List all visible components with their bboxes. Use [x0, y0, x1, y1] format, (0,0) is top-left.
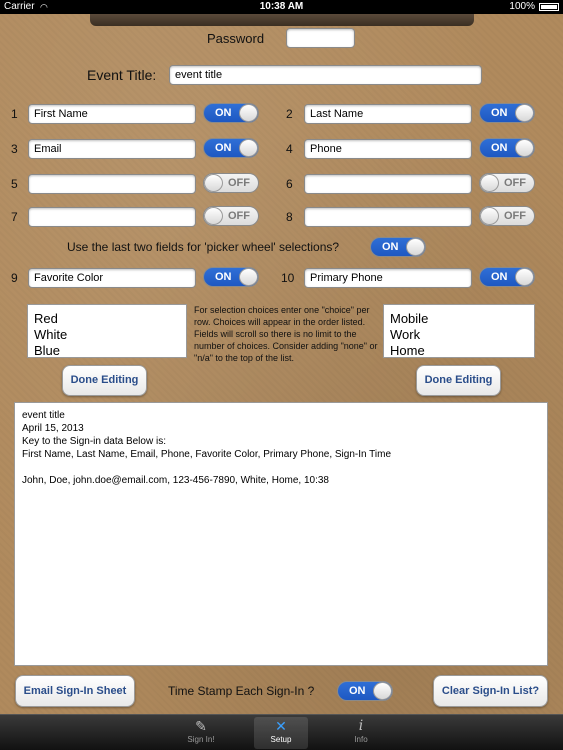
toggle-knob	[239, 139, 258, 157]
password-label: Password	[207, 31, 265, 46]
clipboard-clip	[90, 14, 474, 26]
field-input-7[interactable]	[28, 207, 196, 227]
toggle-knob	[373, 682, 392, 700]
output-line: April 15, 2013	[22, 423, 84, 434]
status-bar	[0, 0, 563, 14]
field-toggle-1[interactable]	[203, 103, 259, 123]
sign-in-data-textarea[interactable]	[14, 402, 548, 666]
field-input-1[interactable]: First Name	[28, 104, 196, 124]
toggle-knob	[406, 238, 425, 256]
event-title-input[interactable]: event title	[169, 65, 482, 85]
toggle-knob	[515, 104, 534, 122]
selection-help-text: For selection choices enter one "choice" per row. Choices will appear in the order listed. Fields will scroll so there is no limit to the number of choices. Consider adding "none" or "n/a" to the top of the list.	[194, 305, 378, 363]
tab-setup[interactable]	[254, 717, 308, 749]
field-toggle-2[interactable]	[479, 103, 535, 123]
list-item: Home	[390, 343, 425, 358]
toggle-text: ON	[349, 685, 366, 697]
picker-wheel-label: Use the last two fields for 'picker wheel' selections?	[67, 240, 340, 254]
field-input-6[interactable]	[304, 174, 472, 194]
done-editing-left-button[interactable]: Done Editing	[62, 365, 147, 396]
field-input-2[interactable]: Last Name	[304, 104, 472, 124]
field-number-6: 6	[286, 177, 293, 191]
toggle-knob	[239, 268, 258, 286]
output-line: John, Doe, john.doe@email.com, 123-456-7890, White, Home, 10:38	[22, 475, 329, 486]
tools-icon: ✕	[275, 718, 287, 734]
tab-label: Info	[354, 735, 368, 744]
toggle-text: OFF	[504, 210, 526, 222]
password-input[interactable]	[286, 28, 355, 48]
toggle-text: ON	[491, 271, 508, 283]
done-editing-right-button[interactable]: Done Editing	[416, 365, 501, 396]
list-item: Work	[390, 327, 421, 342]
toggle-text: ON	[382, 241, 399, 253]
info-icon: i	[358, 718, 364, 734]
tab-label: Setup	[270, 735, 292, 744]
field-number-5: 5	[11, 177, 18, 191]
list-item: Mobile	[390, 311, 429, 326]
field-toggle-10[interactable]	[479, 267, 535, 287]
battery-percent: 100%	[509, 1, 535, 12]
picker-wheel-toggle[interactable]	[370, 237, 426, 257]
field-input-5[interactable]	[28, 174, 196, 194]
battery-icon	[539, 3, 559, 11]
toggle-knob	[204, 174, 223, 192]
output-line: First Name, Last Name, Email, Phone, Favorite Color, Primary Phone, Sign-In Time	[22, 449, 392, 460]
field-number-2: 2	[286, 107, 293, 121]
field-toggle-7[interactable]	[203, 206, 259, 226]
toggle-text: ON	[491, 142, 508, 154]
field-toggle-8[interactable]	[479, 206, 535, 226]
field-toggle-5[interactable]	[203, 173, 259, 193]
email-sign-in-sheet-button[interactable]: Email Sign-In Sheet	[15, 675, 135, 707]
toggle-knob	[480, 174, 499, 192]
list-item: Blue	[34, 343, 61, 358]
field-input-3[interactable]: Email	[28, 139, 196, 159]
field-number-9: 9	[11, 271, 18, 285]
toggle-knob	[480, 207, 499, 225]
field-number-1: 1	[11, 107, 18, 121]
wifi-icon: ◠	[40, 2, 48, 12]
toggle-knob	[204, 207, 223, 225]
field-number-4: 4	[286, 142, 293, 156]
field-input-9[interactable]: Favorite Color	[28, 268, 196, 288]
field-number-7: 7	[11, 210, 18, 224]
tab-info[interactable]	[334, 717, 388, 749]
toggle-knob	[239, 104, 258, 122]
timestamp-label: Time Stamp Each Sign-In ?	[168, 684, 315, 698]
toggle-text: OFF	[228, 177, 250, 189]
toggle-text: ON	[215, 142, 232, 154]
tab-label: Sign In!	[187, 735, 215, 744]
toggle-text: ON	[215, 107, 232, 119]
tab-bar	[0, 714, 563, 750]
tab-sign-in[interactable]	[174, 717, 228, 749]
choices-list-right[interactable]	[383, 304, 535, 358]
list-item: White	[34, 327, 68, 342]
event-title-label: Event Title:	[87, 67, 157, 83]
toggle-knob	[515, 139, 534, 157]
field-input-8[interactable]	[304, 207, 472, 227]
field-number-10: 10	[281, 271, 295, 285]
toggle-text: ON	[215, 271, 232, 283]
toggle-text: ON	[491, 107, 508, 119]
output-line: event title	[22, 410, 65, 421]
field-number-8: 8	[286, 210, 293, 224]
field-toggle-4[interactable]	[479, 138, 535, 158]
output-line	[22, 461, 547, 474]
clear-sign-in-list-button[interactable]: Clear Sign-In List?	[433, 675, 548, 707]
status-time: 10:38 AM	[259, 1, 304, 12]
field-toggle-6[interactable]	[479, 173, 535, 193]
field-input-10[interactable]: Primary Phone	[304, 268, 472, 288]
toggle-text: OFF	[504, 177, 526, 189]
field-number-3: 3	[11, 142, 18, 156]
toggle-knob	[515, 268, 534, 286]
field-toggle-9[interactable]	[203, 267, 259, 287]
list-item: Red	[34, 311, 58, 326]
field-input-4[interactable]: Phone	[304, 139, 472, 159]
carrier-label: Carrier	[4, 1, 35, 12]
field-toggle-3[interactable]	[203, 138, 259, 158]
choices-list-left[interactable]	[27, 304, 187, 358]
timestamp-toggle[interactable]	[337, 681, 393, 701]
toggle-text: OFF	[228, 210, 250, 222]
output-line: Key to the Sign-in data Below is:	[22, 436, 166, 447]
pen-icon: ✎	[195, 718, 207, 734]
